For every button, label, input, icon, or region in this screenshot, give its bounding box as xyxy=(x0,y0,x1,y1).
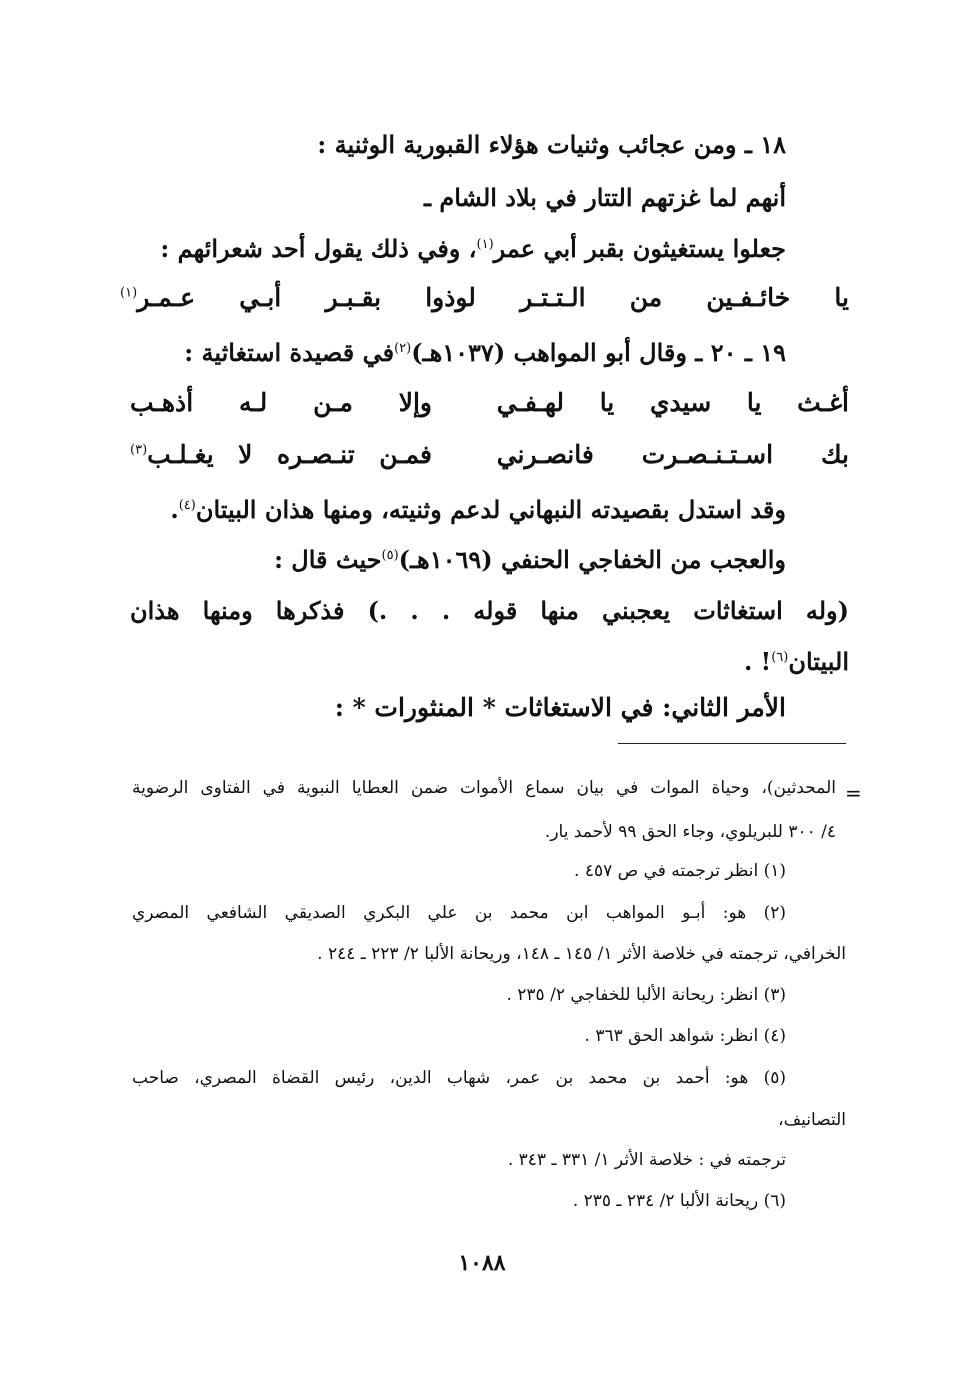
body-line-3 xyxy=(160,234,786,263)
footnote-6: (٦) ريحانة الألبا ٢/ ٢٣٤ ـ ٢٣٥ . xyxy=(572,1191,786,1211)
body-line-8-text-b: . xyxy=(170,495,179,524)
verse-word: تنـصـره xyxy=(276,440,355,469)
verse-word: يغـلـب$^{(٣)}$ xyxy=(130,440,214,469)
verse-3-second-hemistich xyxy=(130,440,432,469)
verse-word: الـتـتـر xyxy=(520,283,586,312)
page-number: ١٠٨٨ xyxy=(458,1250,506,1276)
body-line-1: ١٨ ـ ومن عجائب وثنيات هؤلاء القبورية الوثنية : xyxy=(317,130,786,159)
section-heading: الأمر الثاني: في الاستغاثات * المنثورات * : xyxy=(334,693,786,722)
footnote-ref-5: (٥) xyxy=(381,548,399,563)
verse-word: فانصـرني xyxy=(496,440,594,469)
verse-word: يا xyxy=(834,283,849,312)
verse-word: يا xyxy=(746,388,762,417)
verse-line-3 xyxy=(130,440,849,469)
body-line-2: أنهم لما غزتهم التتار في بلاد الشام ـ xyxy=(423,183,786,212)
body-line-9 xyxy=(274,545,786,574)
footnote-ref: (٣) xyxy=(130,442,148,458)
verse-2-second-hemistich xyxy=(130,388,432,417)
body-line-5 xyxy=(184,338,786,367)
footnote-1: (١) انظر ترجمته في ص ٤٥٧ . xyxy=(574,861,786,881)
body-line-3-text-a: جعلوا يستغيثون بقبر أبي عمر xyxy=(493,234,786,263)
verse-3-first-hemistich xyxy=(497,440,849,469)
body-line-5-text-a: ١٩ ـ ٢٠ ـ وقال أبو المواهب (١٠٣٧هـ) xyxy=(411,338,786,367)
footnote-ref-1: (١) xyxy=(476,237,494,252)
verse-word: لوذوا xyxy=(425,283,476,312)
footnote-2-line-1: (٢) هو: أبـو المواهب ابن محمد بن علي البكري الصديقي الشافعي المصري xyxy=(132,903,786,923)
footnote-ref-2: (٢) xyxy=(394,341,412,356)
body-line-9-text-b: حيث قال : xyxy=(274,545,382,574)
body-line-11-text-a: البيتان xyxy=(788,647,849,676)
body-line-3-text-b: ، وفي ذلك يقول أحد شعرائهم : xyxy=(160,234,477,263)
footnote-3: (٣) انظر: ريحانة الألبا للخفاجي ٢/ ٢٣٥ . xyxy=(506,985,786,1005)
verse-word: أذهـب xyxy=(130,388,194,417)
footnote-5-line-3: ترجمته في : خلاصة الأثر ١/ ٣٣١ ـ ٣٤٣ . xyxy=(507,1150,786,1170)
verse-word: لا xyxy=(238,440,253,469)
body-line-8 xyxy=(170,495,786,524)
footnote-5-line-1: (٥) هو: أحمد بن محمد بن عمر، شهاب الدين، رئيس القضاة المصري، صاحب xyxy=(132,1068,786,1088)
verse-word: أبـي xyxy=(239,283,282,312)
footnote-separator xyxy=(618,743,846,744)
body-line-11 xyxy=(744,647,849,676)
verse-word: خائـفـين xyxy=(706,283,791,312)
body-line-5-text-b: في قصيدة استغاثية : xyxy=(184,338,395,367)
continuation-mark: = xyxy=(845,781,862,805)
verse-line-1 xyxy=(120,283,849,312)
verse-word: مـن xyxy=(313,388,353,417)
footnote-continuation-1: المحدثين)، وحياة الموات في بيان سماع الأموات ضمن العطايا النبوية في الفتاوى الرضوية xyxy=(132,778,836,798)
body-line-11-text-b: ! . xyxy=(743,647,772,676)
verse-word: بك xyxy=(820,440,849,469)
verse-word: عـمـر$^{(١)}$ xyxy=(120,283,195,312)
verse-line-2 xyxy=(130,388,849,417)
verse-word: أغـث xyxy=(797,388,849,417)
verse-word: اسـتـنـصـرت xyxy=(641,440,774,469)
footnote-continuation-2: ٤/ ٣٠٠ للبريلوي، وجاء الحق ٩٩ لأحمد يار. xyxy=(544,822,836,842)
footnote-2-line-2: الخرافي، ترجمته في خلاصة الأثر ١/ ١٤٥ ـ ١٤٨، وريحانة الألبا ٢/ ٢٢٣ ـ ٢٤٤ . xyxy=(317,944,846,964)
footnote-4: (٤) انظر: شواهد الحق ٣٦٣ . xyxy=(584,1026,786,1046)
body-line-9-text-a: والعجب من الخفاجي الحنفي (١٠٦٩هـ) xyxy=(398,545,786,574)
verse-word: فمـن xyxy=(379,440,432,469)
verse-word: لهـفـي xyxy=(496,388,564,417)
footnote-ref-6: (٦) xyxy=(771,650,789,665)
verse-2-first-hemistich xyxy=(497,388,849,417)
verse-word: وإلا xyxy=(398,388,432,417)
verse-word: لـه xyxy=(238,388,268,417)
verse-word: بقـبـر xyxy=(325,283,382,312)
footnote-ref-4: (٤) xyxy=(178,498,196,513)
footnote-5-line-2: التصانيف، xyxy=(778,1110,846,1130)
verse-word: سيدي xyxy=(649,388,712,417)
verse-word: من xyxy=(629,283,663,312)
body-line-10: (وله استغاثات يعجبني منها قوله . . .) فذكرها ومنها هذان xyxy=(130,596,849,625)
verse-word: يا xyxy=(599,388,615,417)
verse-1-words xyxy=(120,283,849,312)
footnote-ref: (١) xyxy=(120,285,138,301)
body-line-8-text-a: وقد استدل بقصيدته النبهاني لدعم وثنيته، ومنها هذان البيتان xyxy=(195,495,786,524)
